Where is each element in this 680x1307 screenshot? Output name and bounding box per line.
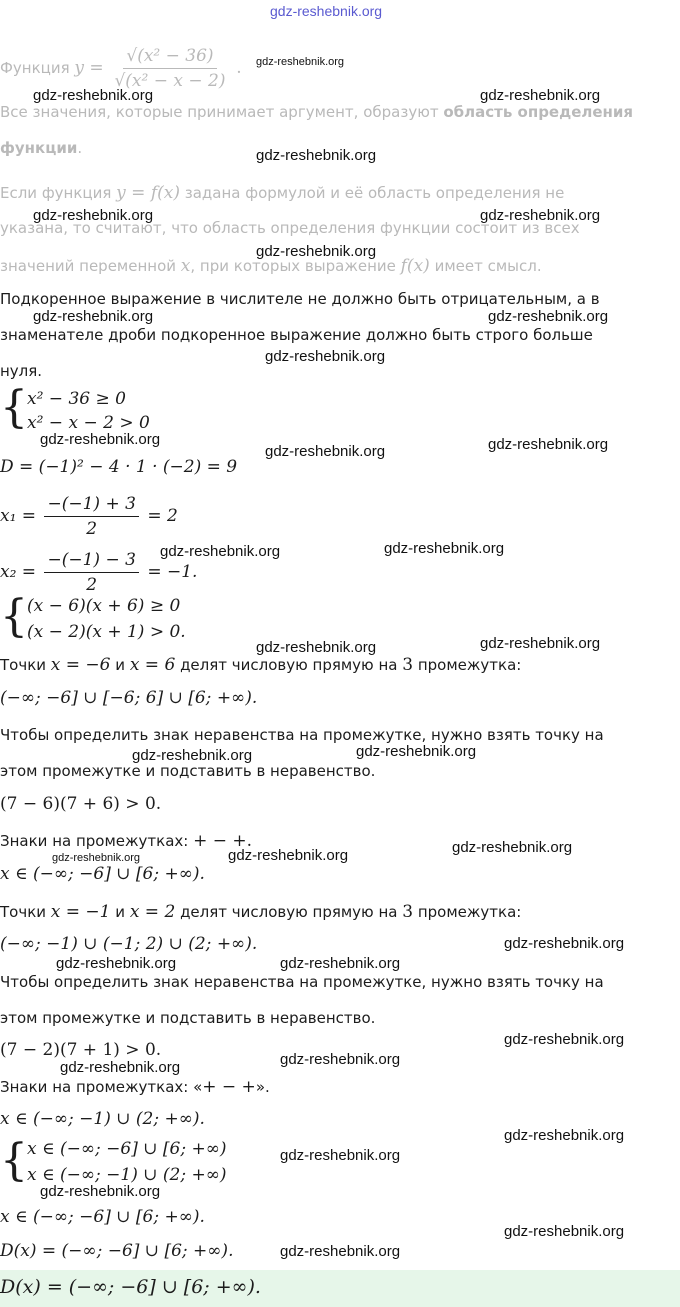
discriminant: D = (−1)² − 4 · 1 · (−2) = 9 <box>0 457 238 477</box>
definition-end: . <box>77 139 83 157</box>
watermark: gdz-reshebnik.org <box>33 87 154 104</box>
root-x2-lhs: x₂ = <box>0 562 37 582</box>
signs-line-1 <box>0 831 252 851</box>
watermark: gdz-reshebnik.org <box>256 56 345 68</box>
rule-math-3: f(x) <box>400 256 430 276</box>
rule-text-3a: значений переменной <box>0 257 177 275</box>
function-label: Функция <box>0 59 70 77</box>
watermark: gdz-reshebnik.org <box>40 1183 161 1200</box>
system-2-line-b: (x − 2)(x + 1) > 0. <box>27 622 186 642</box>
watermark: gdz-reshebnik.org <box>280 1051 401 1068</box>
watermark: gdz-reshebnik.org <box>280 955 401 972</box>
points-text: Точки <box>0 903 47 921</box>
system-brace: { <box>0 591 28 642</box>
solution-set-1: x ∈ (−∞; −6] ∪ [6; +∞). <box>0 864 205 884</box>
points-text: промежутка: <box>417 656 522 674</box>
check-expression-2: (7 − 2)(7 + 1) > 0. <box>0 1040 162 1060</box>
watermark: gdz-reshebnik.org <box>452 839 573 856</box>
system-1-line-a: x² − 36 ≥ 0 <box>27 389 126 409</box>
domain-result: D(x) = (−∞; −6] ∪ [6; +∞). <box>0 1241 234 1261</box>
system-3-line-b: x ∈ (−∞; −1) ∪ (2; +∞) <box>27 1165 227 1185</box>
paragraph-line: Чтобы определить знак неравенства на промежутке, нужно взять точку на <box>0 726 604 744</box>
rule-text-1a: Если функция <box>0 184 112 202</box>
points-math: x = −1 <box>50 902 111 922</box>
points-text: и <box>115 903 126 921</box>
points-math: x = 6 <box>129 655 176 675</box>
watermark: gdz-reshebnik.org <box>480 87 601 104</box>
watermark: gdz-reshebnik.org <box>270 3 383 19</box>
signs-label: Знаки на промежутках: « <box>0 1078 203 1096</box>
root-x1-lhs: x₁ = <box>0 506 37 526</box>
function-fraction <box>111 46 228 91</box>
paragraph-line: Подкоренное выражение в числителе не должно быть отрицательным, а в <box>0 290 600 308</box>
watermark: gdz-reshebnik.org <box>256 639 377 656</box>
root-x1 <box>0 494 178 539</box>
paragraph-line: этом промежутке и подставить в неравенство. <box>0 1009 376 1027</box>
paragraph-line: нуля. <box>0 362 43 380</box>
root-x1-value: = 2 <box>147 506 178 526</box>
root-x2-value: = −1. <box>147 562 198 582</box>
watermark: gdz-reshebnik.org <box>228 847 349 864</box>
watermark: gdz-reshebnik.org <box>52 852 141 864</box>
function-end: . <box>236 58 242 78</box>
watermark: gdz-reshebnik.org <box>488 436 609 453</box>
watermark: gdz-reshebnik.org <box>280 1147 401 1164</box>
signs-line-2 <box>0 1077 270 1097</box>
paragraph-line: Чтобы определить знак неравенства на промежутке, нужно взять точку на <box>0 973 604 991</box>
function-definition <box>0 46 242 91</box>
paragraph-line: этом промежутке и подставить в неравенство. <box>0 762 376 780</box>
rule-math-1: y = f(x) <box>116 183 180 203</box>
watermark: gdz-reshebnik.org <box>504 1031 625 1048</box>
points-text: и <box>115 656 126 674</box>
points-math: x = −6 <box>50 655 111 675</box>
watermark: gdz-reshebnik.org <box>33 207 154 224</box>
watermark: gdz-reshebnik.org <box>488 308 609 325</box>
definition-line-2 <box>0 139 82 157</box>
system-2-line-a: (x − 6)(x + 6) ≥ 0 <box>27 596 181 616</box>
watermark: gdz-reshebnik.org <box>265 348 386 365</box>
watermark: gdz-reshebnik.org <box>356 743 477 760</box>
root-x1-fraction <box>44 494 138 539</box>
definition-line-1 <box>0 103 633 121</box>
watermark: gdz-reshebnik.org <box>504 935 625 952</box>
points-line-1 <box>0 655 521 675</box>
watermark: gdz-reshebnik.org <box>60 1059 181 1076</box>
root-x1-denominator: 2 <box>86 519 98 539</box>
watermark: gdz-reshebnik.org <box>480 207 601 224</box>
root-x2-fraction <box>44 550 138 595</box>
points-line-2 <box>0 902 521 922</box>
function-var: y = <box>74 58 104 78</box>
signs-label: Знаки на промежутках: <box>0 832 189 850</box>
intervals-1: (−∞; −6] ∪ [−6; 6] ∪ [6; +∞). <box>0 688 258 708</box>
rule-text-3b: , при которых выражение <box>190 257 396 275</box>
points-math: 3 <box>402 655 414 675</box>
rule-var: x <box>180 256 191 276</box>
definition-text: Все значения, которые принимает аргумент, образуют <box>0 103 439 121</box>
signs-value: + − + <box>202 1077 256 1097</box>
definition-term-2: функции <box>0 139 78 157</box>
points-text: Точки <box>0 656 47 674</box>
points-text: делят числовую прямую на <box>180 656 398 674</box>
rule-text-1b: задана формулой и её область определения не <box>184 184 565 202</box>
watermark: gdz-reshebnik.org <box>265 443 386 460</box>
intervals-2: (−∞; −1) ∪ (−1; 2) ∪ (2; +∞). <box>0 934 258 954</box>
rule-text-3c: имеет смысл. <box>434 257 542 275</box>
watermark: gdz-reshebnik.org <box>504 1223 625 1240</box>
answer: D(x) = (−∞; −6] ∪ [6; +∞). <box>0 1276 261 1298</box>
rule-line-1 <box>0 183 564 203</box>
system-brace: { <box>0 1135 28 1186</box>
signs-end: ». <box>255 1078 270 1096</box>
function-numerator: √(x² − 36) <box>123 46 216 69</box>
combined-solution: x ∈ (−∞; −6] ∪ [6; +∞). <box>0 1207 205 1227</box>
signs-value: + − +. <box>193 831 253 851</box>
watermark: gdz-reshebnik.org <box>504 1127 625 1144</box>
points-math: 3 <box>402 902 414 922</box>
watermark: gdz-reshebnik.org <box>40 431 161 448</box>
points-text: делят числовую прямую на <box>180 903 398 921</box>
watermark: gdz-reshebnik.org <box>480 635 601 652</box>
watermark: gdz-reshebnik.org <box>160 543 281 560</box>
watermark: gdz-reshebnik.org <box>256 147 377 164</box>
solution-set-2: x ∈ (−∞; −1) ∪ (2; +∞). <box>0 1109 205 1129</box>
watermark: gdz-reshebnik.org <box>256 243 377 260</box>
watermark: gdz-reshebnik.org <box>56 955 177 972</box>
definition-term: область определения <box>443 103 634 121</box>
system-brace: { <box>0 382 28 433</box>
check-expression-1: (7 − 6)(7 + 6) > 0. <box>0 794 162 814</box>
function-denominator: √(x² − x − 2) <box>114 71 226 91</box>
system-1-line-b: x² − x − 2 > 0 <box>27 413 150 433</box>
points-text: промежутка: <box>417 903 522 921</box>
root-x2-denominator: 2 <box>86 575 98 595</box>
watermark: gdz-reshebnik.org <box>384 540 505 557</box>
watermark: gdz-reshebnik.org <box>280 1243 401 1260</box>
root-x1-numerator: −(−1) + 3 <box>44 494 138 517</box>
rule-line-2: указана, то считают, что область определения функции состоит из всех <box>0 219 580 237</box>
root-x2-numerator: −(−1) − 3 <box>44 550 138 573</box>
watermark: gdz-reshebnik.org <box>132 747 253 764</box>
paragraph-line: знаменателе дроби подкоренное выражение должно быть строго больше <box>0 326 593 344</box>
watermark: gdz-reshebnik.org <box>33 308 154 325</box>
system-3-line-a: x ∈ (−∞; −6] ∪ [6; +∞) <box>27 1139 227 1159</box>
points-math: x = 2 <box>129 902 176 922</box>
